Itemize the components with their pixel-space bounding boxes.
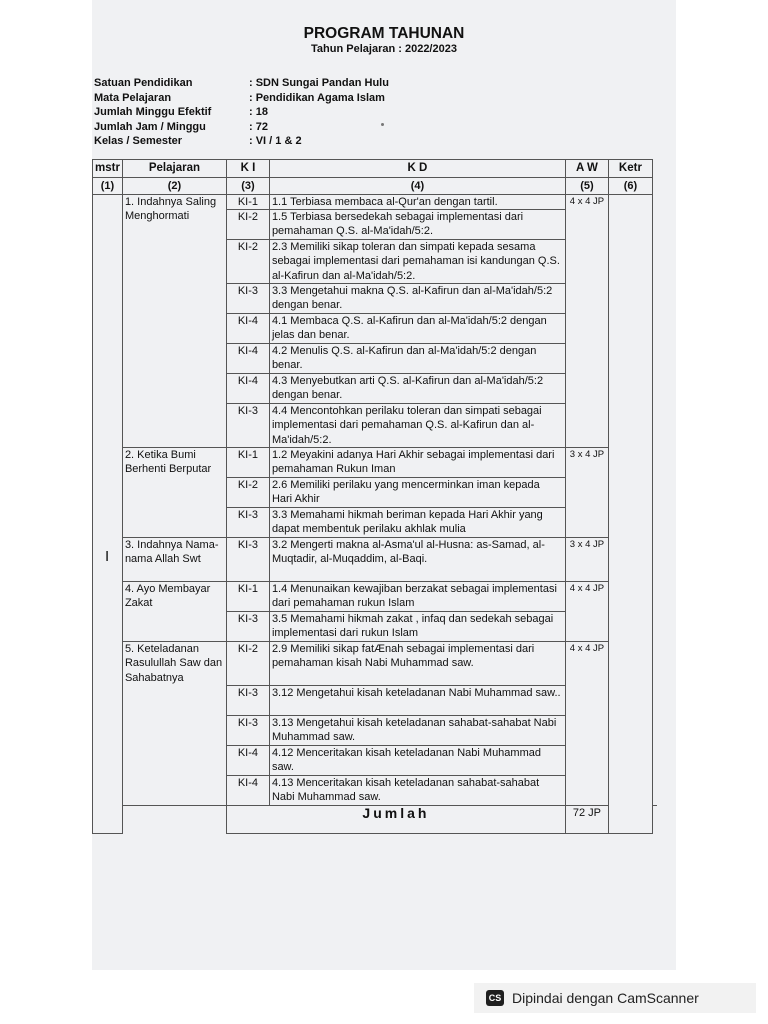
ki-cell: KI-1 <box>226 195 269 210</box>
ki-cell: KI-3 <box>226 404 269 448</box>
table-row <box>93 582 657 612</box>
kd-cell: 4.2 Menulis Q.S. al-Kafirun dan al-Ma'idah/5:2 dengan benar. <box>269 344 565 374</box>
total-spacer <box>122 806 226 834</box>
meta-row <box>94 121 389 136</box>
camscanner-icon: CS <box>486 990 504 1006</box>
total-spacer <box>652 806 657 834</box>
ki-cell: KI-4 <box>226 344 269 374</box>
document-subtitle: Tahun Pelajaran : 2022/2023 <box>311 43 457 55</box>
ki-cell: KI-2 <box>226 210 269 240</box>
kd-cell: 3.3 Mengetahui makna Q.S. al-Kafirun dan al-Ma'idah/5:2 dengan benar. <box>269 284 565 314</box>
meta-label: Mata Pelajaran <box>94 91 172 104</box>
lesson-title: 2. Ketika Bumi Berhenti Berputar <box>122 448 226 538</box>
meta-value: : Pendidikan Agama Islam <box>249 91 385 104</box>
total-label: Jumlah <box>226 806 565 834</box>
kd-cell: 1.4 Menunaikan kewajiban berzakat sebagai implementasi dari pemahaman rukun Islam <box>269 582 565 612</box>
meta-row <box>94 106 389 121</box>
annual-program-table <box>92 159 657 834</box>
header-row <box>93 160 657 178</box>
kd-cell: 2.9 Memiliki sikap fatÆnah sebagai implementasi dari pemahaman kisah Nabi Muhammad saw. <box>269 642 565 686</box>
kd-cell: 3.5 Memahami hikmah zakat , infaq dan sedekah sebagai implementasi dari rukun Islam <box>269 612 565 642</box>
ki-cell: KI-2 <box>226 642 269 686</box>
col-ki: K I <box>226 160 269 178</box>
ki-cell: KI-4 <box>226 314 269 344</box>
col-pelajaran: Pelajaran <box>122 160 226 178</box>
lesson-title: 4. Ayo Membayar Zakat <box>122 582 226 642</box>
ki-cell: KI-3 <box>226 716 269 746</box>
kd-cell: 3.12 Mengetahui kisah keteladanan Nabi Muhammad saw.. <box>269 686 565 716</box>
kd-cell: 2.6 Memiliki perilaku yang mencerminkan iman kepada Hari Akhir <box>269 478 565 508</box>
ki-cell: KI-4 <box>226 776 269 806</box>
total-row <box>93 806 657 834</box>
kd-cell: 1.1 Terbiasa membaca al-Qur'an dengan tartil. <box>269 195 565 210</box>
table-row <box>93 642 657 686</box>
meta-row <box>94 135 389 150</box>
table-row <box>93 538 657 582</box>
ki-cell: KI-4 <box>226 746 269 776</box>
kd-cell: 4.13 Menceritakan kisah keteladanan sahabat-sahabat Nabi Muhammad saw. <box>269 776 565 806</box>
meta-label: Satuan Pendidikan <box>94 77 193 89</box>
kd-cell: 1.5 Terbiasa bersedekah sebagai implementasi dari pemahaman Q.S. al-Ma'idah/5:2. <box>269 210 565 240</box>
aw-cell: 4 x 4 JP <box>565 195 608 448</box>
col-aw: A W <box>565 160 608 178</box>
lesson-title: 1. Indahnya Saling Menghormati <box>122 195 226 448</box>
kd-cell: 4.1 Membaca Q.S. al-Kafirun dan al-Ma'idah/5:2 dengan jelas dan benar. <box>269 314 565 344</box>
col-ketr: Ketr <box>608 160 652 178</box>
kd-cell: 3.2 Mengerti makna al-Asma'ul al-Husna: as-Samad, al-Muqtadir, al-Muqaddim, al-Baqi. <box>269 538 565 582</box>
kd-cell: 4.4 Mencontohkan perilaku toleran dan simpati sebagai implementasi dari pemahaman Q.S. al-Kafirun dan al-Ma'idah/5:2. <box>269 404 565 448</box>
col-number: (5) <box>565 178 608 195</box>
scanned-page <box>92 0 676 970</box>
aw-cell: 3 x 4 JP <box>565 538 608 582</box>
meta-value: : VI / 1 & 2 <box>249 135 302 148</box>
semester-cell <box>93 195 123 834</box>
meta-value: : 72 <box>249 120 268 133</box>
meta-value: : 18 <box>249 106 268 119</box>
meta-label: Jumlah Minggu Efektif <box>94 106 212 119</box>
meta-label: Kelas / Semester <box>94 135 183 148</box>
identity-block <box>94 77 389 150</box>
kd-cell: 1.2 Meyakini adanya Hari Akhir sebagai implementasi dari pemahaman Rukun Iman <box>269 448 565 478</box>
ki-cell: KI-3 <box>226 538 269 582</box>
meta-label: Jumlah Jam / Minggu <box>94 120 206 133</box>
col-number: (1) <box>93 178 123 195</box>
kd-cell: 4.12 Menceritakan kisah keteladanan Nabi Muhammad saw. <box>269 746 565 776</box>
document-title: PROGRAM TAHUNAN <box>303 25 465 42</box>
semester-mark: I <box>105 548 110 565</box>
ki-cell: KI-3 <box>226 612 269 642</box>
camscanner-watermark <box>474 983 756 1013</box>
col-number: (4) <box>269 178 565 195</box>
col-semester: mstr <box>93 160 123 178</box>
kd-cell: 4.3 Menyebutkan arti Q.S. al-Kafirun dan al-Ma'idah/5:2 dengan benar. <box>269 374 565 404</box>
ki-cell: KI-1 <box>226 448 269 478</box>
column-number-row <box>93 178 657 195</box>
total-aw: 72 JP <box>565 806 608 834</box>
kd-cell: 3.3 Memahami hikmah beriman kepada Hari Akhir yang dapat membentuk perilaku akhlak mulia <box>269 508 565 538</box>
table-row <box>93 195 657 210</box>
col-number: (3) <box>226 178 269 195</box>
col-kd: K D <box>269 160 565 178</box>
aw-cell: 3 x 4 JP <box>565 448 608 538</box>
watermark-text: Dipindai dengan CamScanner <box>512 990 699 1006</box>
col-number: (2) <box>122 178 226 195</box>
scan-speck <box>381 123 384 126</box>
ki-cell: KI-2 <box>226 478 269 508</box>
meta-row <box>94 77 389 92</box>
kd-cell: 3.13 Mengetahui kisah keteladanan sahabat-sahabat Nabi Muhammad saw. <box>269 716 565 746</box>
col-number: (6) <box>608 178 652 195</box>
ki-cell: KI-3 <box>226 284 269 314</box>
meta-row <box>94 92 389 107</box>
lesson-title: 3. Indahnya Nama-nama Allah Swt <box>122 538 226 582</box>
table-row <box>93 448 657 478</box>
aw-cell: 4 x 4 JP <box>565 582 608 642</box>
ki-cell: KI-3 <box>226 508 269 538</box>
meta-value: : SDN Sungai Pandan Hulu <box>249 77 389 89</box>
ki-cell: KI-4 <box>226 374 269 404</box>
ki-cell: KI-2 <box>226 240 269 284</box>
ki-cell: KI-1 <box>226 582 269 612</box>
kd-cell: 2.3 Memiliki sikap toleran dan simpati kepada sesama sebagai implementasi dari pemahaman isi kandungan Q.S. al-Kafirun dan al-Ma'idah/5:2. <box>269 240 565 284</box>
lesson-title: 5. Keteladanan Rasulullah Saw dan Sahabatnya <box>122 642 226 806</box>
ketr-cell <box>608 195 652 834</box>
aw-cell: 4 x 4 JP <box>565 642 608 806</box>
ki-cell: KI-3 <box>226 686 269 716</box>
